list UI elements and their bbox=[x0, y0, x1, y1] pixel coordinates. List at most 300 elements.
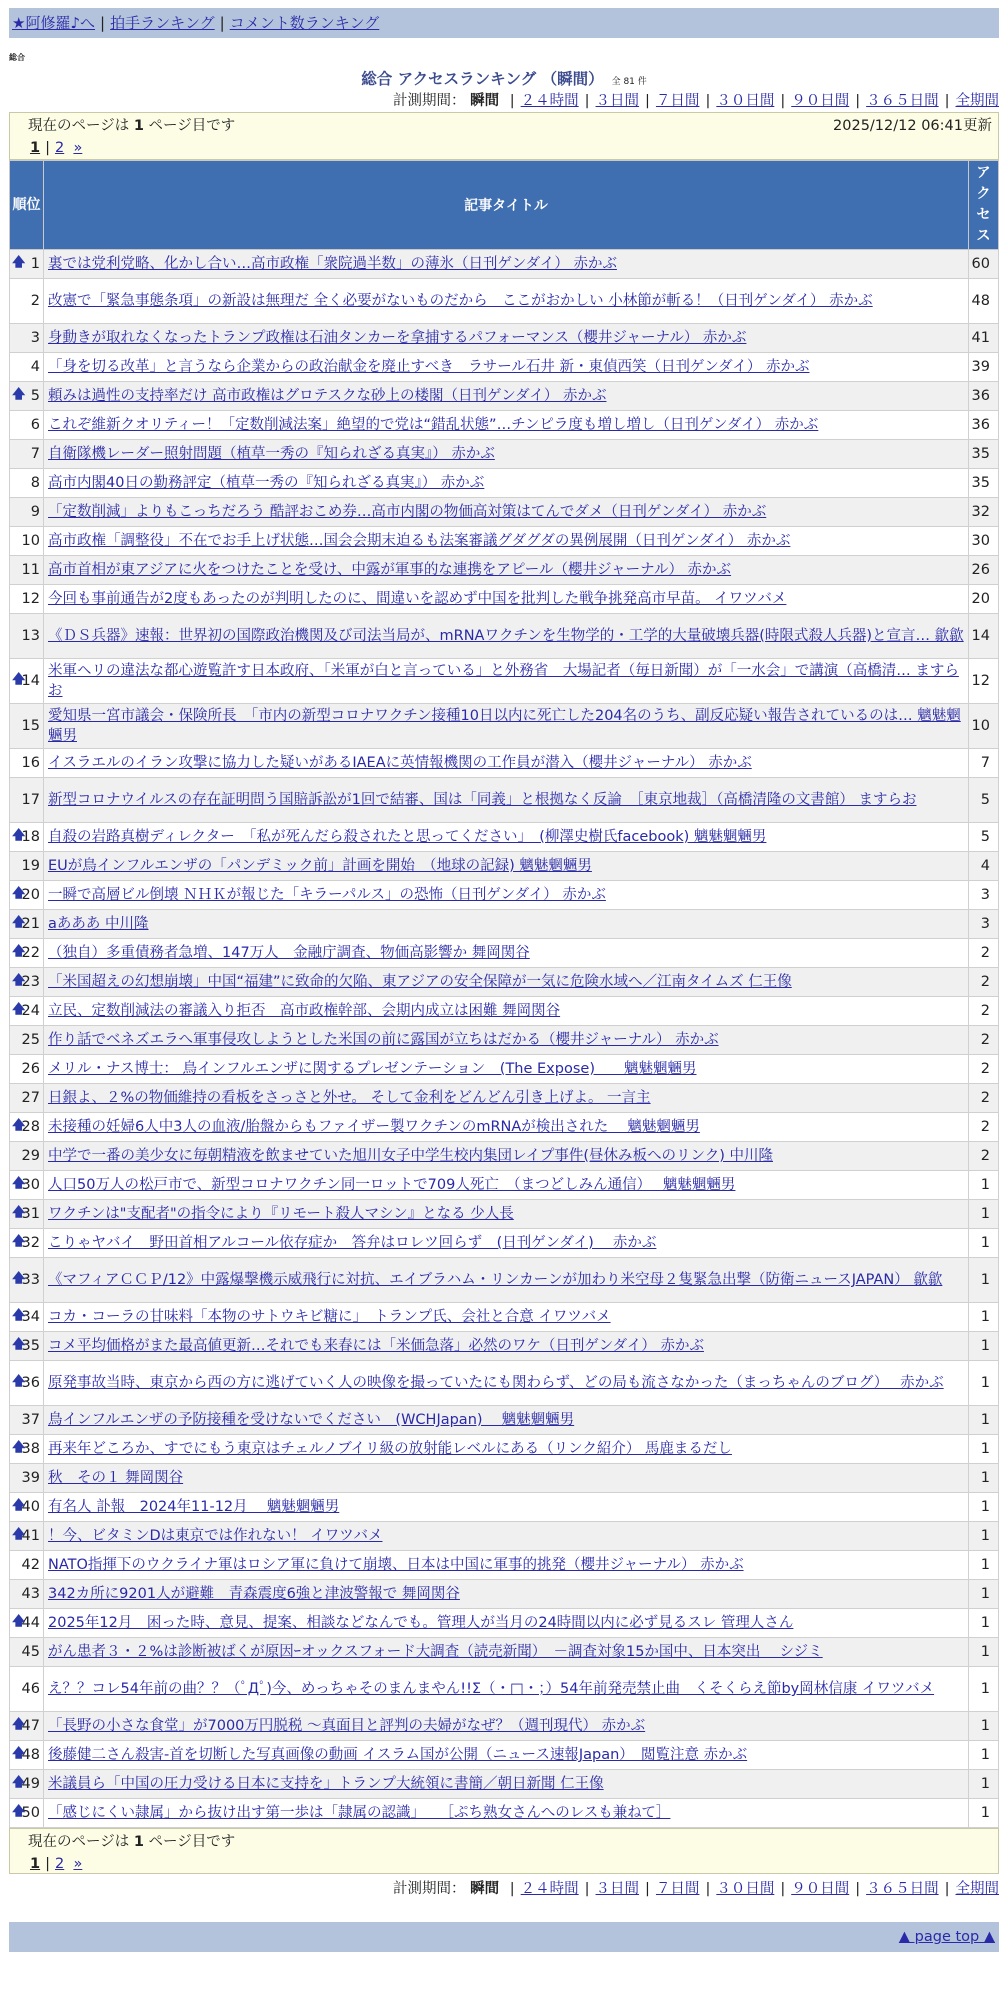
pager-page-2[interactable]: 2 bbox=[54, 1856, 65, 1872]
pager-page-2[interactable]: 2 bbox=[54, 140, 65, 156]
period-separator: | bbox=[855, 1881, 861, 1897]
rank-cell bbox=[10, 1435, 44, 1464]
title-cell bbox=[44, 1712, 969, 1741]
access-count: 35 bbox=[969, 469, 999, 498]
rank-up-arrow-icon: 🡅 bbox=[12, 672, 26, 687]
rank-cell bbox=[10, 614, 44, 659]
article-link[interactable]: 高市首相が東アジアに火をつけたことを受け、中露が軍事的な連携をアピール（櫻井ジャーナル） 赤かぶ bbox=[48, 562, 732, 578]
rank-cell bbox=[10, 1551, 44, 1580]
access-count: 1 bbox=[969, 1200, 999, 1229]
article-link[interactable]: 342カ所に9201人が避難 青森震度6強と津波警報で 舞岡関谷 bbox=[48, 1586, 460, 1602]
access-count: 1 bbox=[969, 1741, 999, 1770]
period-separator: | bbox=[645, 1881, 650, 1897]
title-cell bbox=[44, 1229, 969, 1258]
ranking-row bbox=[10, 1435, 999, 1464]
rank-number: 36 bbox=[21, 1375, 40, 1391]
article-link[interactable]: 未接種の妊婦6人中3人の血液/胎盤からもファイザー製ワクチンのmRNAが検出された 魑魅魍魎男 bbox=[48, 1119, 700, 1135]
article-link[interactable]: 自衛隊機レーダー照射問題（植草一秀の『知られざる真実』） 赤かぶ bbox=[48, 446, 495, 462]
rank-number: 29 bbox=[21, 1148, 40, 1164]
rank-cell bbox=[10, 939, 44, 968]
rank-cell bbox=[10, 1770, 44, 1799]
period-selector-bottom bbox=[9, 1878, 999, 1900]
article-link[interactable]: 高市政権「調整役」不在でお手上げ状態…国会会期末迫るも法案審議グダグダの異例展開（日刊ゲンダイ） 赤かぶ bbox=[48, 533, 791, 549]
page-info-top bbox=[9, 112, 999, 160]
period-link[interactable]: ３６５日間 bbox=[866, 93, 939, 109]
access-count: 1 bbox=[969, 1667, 999, 1712]
article-link[interactable]: 後藤健二さん殺害-首を切断した写真画像の動画 イスラム国が公開（ニュース速報Japan） 閲覧注意 赤かぶ bbox=[48, 1747, 748, 1763]
period-separator: | bbox=[705, 93, 711, 109]
access-count: 1 bbox=[969, 1435, 999, 1464]
rank-cell bbox=[10, 1406, 44, 1435]
ranking-row bbox=[10, 614, 999, 659]
ranking-row bbox=[10, 324, 999, 353]
rank-up-arrow-icon: 🡅 bbox=[12, 944, 26, 959]
rank-up-arrow-icon: 🡅 bbox=[12, 1176, 26, 1191]
ranking-row bbox=[10, 1799, 999, 1828]
ranking-row bbox=[10, 704, 999, 749]
ranking-row bbox=[10, 1084, 999, 1113]
access-count: 1 bbox=[969, 1799, 999, 1828]
ranking-rows bbox=[10, 250, 999, 1828]
title-column-header: 記事タイトル bbox=[44, 161, 969, 250]
ranking-row bbox=[10, 1406, 999, 1435]
title-cell bbox=[44, 498, 969, 527]
article-link[interactable]: ！今、ビタミンDは東京では作れない！ イワツバメ bbox=[48, 1528, 383, 1544]
access-count: 2 bbox=[969, 997, 999, 1026]
rank-up-arrow-icon: 🡅 bbox=[12, 915, 26, 930]
ranking-row bbox=[10, 1741, 999, 1770]
rank-cell bbox=[10, 1741, 44, 1770]
rank-number: 39 bbox=[21, 1470, 40, 1486]
access-count: 1 bbox=[969, 1464, 999, 1493]
article-link[interactable]: 日銀よ、２%の物価維持の看板をさっさと外せ。 そして金利をどんどん引き上げよ。 一言主 bbox=[48, 1090, 651, 1106]
rank-number: 44 bbox=[21, 1615, 40, 1631]
access-count: 1 bbox=[969, 1638, 999, 1667]
ranking-row bbox=[10, 1171, 999, 1200]
rank-number: 33 bbox=[21, 1272, 40, 1288]
ranking-row bbox=[10, 1667, 999, 1712]
rank-number: 38 bbox=[21, 1441, 40, 1457]
rank-cell bbox=[10, 968, 44, 997]
access-count: 1 bbox=[969, 1406, 999, 1435]
top-nav bbox=[9, 8, 999, 38]
ranking-row bbox=[10, 778, 999, 823]
rank-up-arrow-icon: 🡅 bbox=[12, 1717, 26, 1732]
access-count: 2 bbox=[969, 1142, 999, 1171]
rank-cell bbox=[10, 1142, 44, 1171]
rank-cell bbox=[10, 353, 44, 382]
rank-up-arrow-icon: 🡅 bbox=[12, 255, 26, 270]
rank-cell bbox=[10, 324, 44, 353]
title-cell bbox=[44, 823, 969, 852]
ranking-row bbox=[10, 250, 999, 279]
article-link[interactable]: 「感じにくい隷属」から抜け出す第一歩は「隷属の認識」 ［ぷち熟女さんへのレスも兼ねて］ bbox=[48, 1805, 671, 1821]
ranking-row bbox=[10, 353, 999, 382]
pager-top: 1 | 2 » bbox=[30, 140, 83, 156]
period-current: 瞬間 bbox=[470, 93, 500, 109]
pager-current-page: 1 bbox=[30, 140, 41, 156]
title-cell bbox=[44, 1464, 969, 1493]
access-count: 1 bbox=[969, 1229, 999, 1258]
article-link[interactable]: コカ・コーラの甘味料「本物のサトウキビ糖に」 トランプ氏、会社と合意 イワツバメ bbox=[48, 1309, 611, 1325]
rank-up-arrow-icon: 🡅 bbox=[12, 973, 26, 988]
period-link[interactable]: ２４時間 bbox=[520, 93, 579, 109]
article-link[interactable]: え？？コレ54年前の曲？？（ﾟДﾟ)今、めっちゃそのまんまやん!!Σ（・□・；）54年前発売禁止曲 くそくらえ節by岡林信康 イワツバメ bbox=[48, 1681, 935, 1697]
title-cell bbox=[44, 1741, 969, 1770]
title-cell bbox=[44, 1770, 969, 1799]
rank-up-arrow-icon: 🡅 bbox=[12, 1337, 26, 1352]
title-cell bbox=[44, 1171, 969, 1200]
article-link[interactable]: （独自）多重債務者急増、147万人 金融庁調査、物価高影響か 舞岡関谷 bbox=[48, 945, 530, 961]
category-label: 総合 bbox=[9, 53, 25, 62]
article-link[interactable]: 一瞬で高層ビル倒壊 ＮＨＫが報じた「キラーパルス」の恐怖（日刊ゲンダイ） 赤かぶ bbox=[48, 887, 606, 903]
ranking-row bbox=[10, 997, 999, 1026]
title-cell bbox=[44, 939, 969, 968]
title-cell bbox=[44, 749, 969, 778]
rank-number: 42 bbox=[21, 1557, 40, 1573]
rank-number: 23 bbox=[21, 974, 40, 990]
access-count: 41 bbox=[969, 324, 999, 353]
current-page-text: 現在のページは 1 ページ目です bbox=[28, 118, 236, 134]
ranking-row bbox=[10, 1113, 999, 1142]
period-separator: | bbox=[584, 93, 590, 109]
rank-number: 24 bbox=[21, 1003, 40, 1019]
rank-number: 45 bbox=[21, 1644, 40, 1660]
period-link[interactable]: ７日間 bbox=[655, 1881, 700, 1897]
access-count: 26 bbox=[969, 556, 999, 585]
article-link[interactable]: 中学で一番の美少女に毎朝精液を飲ませていた旭川女子中学生校内集団レイプ事件(昼休み板へのリンク) 中川隆 bbox=[48, 1148, 773, 1164]
title-cell bbox=[44, 1113, 969, 1142]
title-cell bbox=[44, 614, 969, 659]
title-cell bbox=[44, 1258, 969, 1303]
article-link[interactable]: 米軍ヘリの違法な都心遊覧許す日本政府、「米軍が白と言っている」と外務省 大場記者（毎日新聞）が「一水会」で講演（高橋清… ますらお bbox=[48, 663, 959, 699]
article-link[interactable]: NATO指揮下のウクライナ軍はロシア軍に負けて崩壊、日本は中国に軍事的挑発（櫻井ジャーナル） 赤かぶ bbox=[48, 1557, 744, 1573]
rank-number: 46 bbox=[21, 1681, 40, 1697]
rank-up-arrow-icon: 🡅 bbox=[12, 1002, 26, 1017]
article-link[interactable]: 「定数削減」よりもこっちだろう 酷評おこめ券…高市内閣の物価高対策はてんでダメ（日刊ゲンダイ） 赤かぶ bbox=[48, 504, 767, 520]
ranking-title-text: 総合 アクセスランキング （瞬間） bbox=[361, 70, 604, 88]
period-separator: | bbox=[705, 1881, 711, 1897]
ranking-title bbox=[9, 68, 999, 90]
article-link[interactable]: 改憲で「緊急事態条項」の新設は無理だ 全く必要がないものだから ここがおかしい 小林節が斬る！（日刊ゲンダイ） 赤かぶ bbox=[48, 293, 873, 309]
rank-number: 6 bbox=[30, 417, 40, 433]
article-link[interactable]: 身動きが取れなくなったトランプ政権は石油タンカーを拿捕するパフォーマンス（櫻井ジャーナル） 赤かぶ bbox=[48, 330, 747, 346]
ranking-row bbox=[10, 659, 999, 704]
ranking-row bbox=[10, 498, 999, 527]
title-cell bbox=[44, 1580, 969, 1609]
rank-cell bbox=[10, 1229, 44, 1258]
article-link[interactable]: 鳥インフルエンザの予防接種を受けないでください (WCHJapan) 魑魅魍魎男 bbox=[48, 1412, 575, 1428]
article-link[interactable]: 裏では党利党略、化かし合い…高市政権「衆院過半数」の薄氷（日刊ゲンダイ） 赤かぶ bbox=[48, 256, 617, 272]
article-link[interactable]: 《ＤＳ兵器》速報：世界初の国際政治機関及び司法当局が、mRNAワクチンを生物学的・工学的大量破壊兵器(時限式殺人兵器)と宣言… 歙歙 bbox=[48, 628, 964, 644]
ranking-row bbox=[10, 1332, 999, 1361]
access-count: 1 bbox=[969, 1770, 999, 1799]
access-count: 1 bbox=[969, 1551, 999, 1580]
article-link[interactable]: 頼みは過性の支持率だけ 高市政権はグロテスクな砂上の楼閣（日刊ゲンダイ） 赤かぶ bbox=[48, 388, 607, 404]
pager-next-arrow[interactable]: » bbox=[73, 140, 83, 156]
rank-cell bbox=[10, 411, 44, 440]
clap-ranking-link[interactable]: 拍手ランキング bbox=[110, 14, 215, 32]
rank-number: 43 bbox=[21, 1586, 40, 1602]
title-cell bbox=[44, 1799, 969, 1828]
article-link[interactable]: EUが鳥インフルエンザの「パンデミック前」計画を開始 （地球の記録) 魑魅魍魎男 bbox=[48, 858, 592, 874]
article-link[interactable]: 「長野の小さな食堂」が7000万円脱税 ～真面目と評判の夫婦がなぜ？（週刊現代） 赤かぶ bbox=[48, 1718, 646, 1734]
article-link[interactable]: 原発事故当時、東京から西の方に逃げていく人の映像を撮っていたにも関わらず、どの局も流さなかった（まっちゃんのブログ） 赤かぶ bbox=[48, 1375, 944, 1391]
nav-separator: | bbox=[100, 14, 106, 32]
article-link[interactable]: がん患者３・２%は診断被ばくが原因ｰオックスフォード大調査（読売新聞） －調査対象15か国中、日本突出 シジミ bbox=[48, 1644, 823, 1660]
title-cell bbox=[44, 1638, 969, 1667]
rank-cell bbox=[10, 823, 44, 852]
period-current: 瞬間 bbox=[470, 1881, 500, 1897]
rank-number: 26 bbox=[21, 1061, 40, 1077]
rank-cell bbox=[10, 852, 44, 881]
article-link[interactable]: こりゃヤバイ 野田首相アルコール依存症か 答弁はロレツ回らず (日刊ゲンダイ) 赤かぶ bbox=[48, 1235, 657, 1251]
rank-cell bbox=[10, 527, 44, 556]
page-top-link[interactable]: ▲ page top ▲ bbox=[898, 1929, 995, 1945]
rank-up-arrow-icon: 🡅 bbox=[12, 828, 26, 843]
ranking-row bbox=[10, 1638, 999, 1667]
ranking-row bbox=[10, 279, 999, 324]
title-cell bbox=[44, 704, 969, 749]
article-link[interactable]: メリル・ナス博士： 鳥インフルエンザに関するプレゼンテーション (The Expose) 魑魅魍魎男 bbox=[48, 1061, 697, 1077]
rank-up-arrow-icon: 🡅 bbox=[12, 1498, 26, 1513]
rank-number: 2 bbox=[30, 293, 40, 309]
rank-number: 14 bbox=[21, 673, 40, 689]
pager-bottom: 1 | 2 » bbox=[30, 1856, 83, 1872]
period-link[interactable]: 全期間 bbox=[955, 93, 999, 109]
article-link[interactable]: ワクチンは"支配者"の指令により『リモート殺人マシン』となる 少人長 bbox=[48, 1206, 514, 1222]
ranking-row bbox=[10, 1464, 999, 1493]
rank-cell bbox=[10, 1055, 44, 1084]
period-link[interactable]: ３０日間 bbox=[716, 1881, 775, 1897]
rank-cell bbox=[10, 440, 44, 469]
rank-number: 18 bbox=[21, 829, 40, 845]
ranking-row bbox=[10, 939, 999, 968]
ranking-row bbox=[10, 556, 999, 585]
rank-number: 10 bbox=[21, 533, 40, 549]
rank-number: 40 bbox=[21, 1499, 40, 1515]
rank-cell bbox=[10, 469, 44, 498]
title-cell bbox=[44, 1084, 969, 1113]
rank-number: 17 bbox=[21, 792, 40, 808]
article-link[interactable]: 2025年12月 困った時、意見、提案、相談などなんでも。管理人が当月の24時間以内に必ず見るスレ 管理人さん bbox=[48, 1615, 794, 1631]
ranking-row bbox=[10, 1200, 999, 1229]
access-count: 60 bbox=[969, 250, 999, 279]
rank-number: 25 bbox=[21, 1032, 40, 1048]
rank-up-arrow-icon: 🡅 bbox=[12, 1374, 26, 1389]
title-cell bbox=[44, 382, 969, 411]
rank-number: 20 bbox=[21, 887, 40, 903]
rank-cell bbox=[10, 1522, 44, 1551]
rank-cell bbox=[10, 910, 44, 939]
pager-next-arrow[interactable]: » bbox=[73, 1856, 83, 1872]
access-count: 5 bbox=[969, 823, 999, 852]
article-link[interactable]: コメ平均価格がまた最高値更新…それでも来春には「米価急落」必然のワケ（日刊ゲンダイ） 赤かぶ bbox=[48, 1338, 704, 1354]
article-link[interactable]: 「米国超えの幻想崩壊」中国“福建”に致命的欠陥、東アジアの安全保障が一気に危険水域へ／江南タイムズ 仁王像 bbox=[48, 974, 792, 990]
period-link[interactable]: ７日間 bbox=[655, 93, 700, 109]
access-count: 39 bbox=[969, 353, 999, 382]
rank-number: 31 bbox=[21, 1206, 40, 1222]
article-link[interactable]: 再来年どころか、すでにもう東京はチェルノブイリ級の放射能レベルにある（リンク紹介） 馬鹿まるだし bbox=[48, 1441, 732, 1457]
access-count: 2 bbox=[969, 939, 999, 968]
ranking-row bbox=[10, 1551, 999, 1580]
article-link[interactable]: 人口50万人の松戸市で、新型コロナワクチン同一ロットで709人死亡 （まつどしみん通信） 魑魅魍魎男 bbox=[48, 1177, 736, 1193]
ranking-row bbox=[10, 527, 999, 556]
rank-cell bbox=[10, 1667, 44, 1712]
access-count: 1 bbox=[969, 1303, 999, 1332]
rank-number: 28 bbox=[21, 1119, 40, 1135]
access-count: 10 bbox=[969, 704, 999, 749]
period-links bbox=[504, 93, 999, 109]
article-link[interactable]: 今回も事前通告が2度もあったのが判明したのに、間違いを認めず中国を批判した戦争挑発高市早苗。 イワツバメ bbox=[48, 591, 787, 607]
rank-up-arrow-icon: 🡅 bbox=[12, 1308, 26, 1323]
ranking-row bbox=[10, 1026, 999, 1055]
ranking-table bbox=[9, 160, 999, 1828]
period-separator: | bbox=[509, 1881, 515, 1897]
rank-cell bbox=[10, 1464, 44, 1493]
rank-number: 11 bbox=[21, 562, 40, 578]
rank-cell bbox=[10, 1361, 44, 1406]
rank-cell bbox=[10, 250, 44, 279]
updated-time: 2025/12/12 06:41更新 bbox=[833, 118, 992, 134]
access-count: 20 bbox=[969, 585, 999, 614]
rank-number: 47 bbox=[21, 1718, 40, 1734]
rank-cell bbox=[10, 498, 44, 527]
rank-number: 30 bbox=[21, 1177, 40, 1193]
article-link[interactable]: aあああ 中川隆 bbox=[48, 916, 149, 932]
rank-cell bbox=[10, 704, 44, 749]
rank-number: 19 bbox=[21, 858, 40, 874]
period-link[interactable]: ２４時間 bbox=[520, 1881, 579, 1897]
article-link[interactable]: イスラエルのイラン攻撃に協力した疑いがあるIAEAに英情報機関の工作員が潜入（櫻井ジャーナル） 赤かぶ bbox=[48, 755, 752, 771]
title-cell bbox=[44, 1055, 969, 1084]
rank-number: 49 bbox=[21, 1776, 40, 1792]
period-link[interactable]: ９０日間 bbox=[791, 1881, 850, 1897]
ranking-row bbox=[10, 1770, 999, 1799]
ranking-row bbox=[10, 823, 999, 852]
rank-up-arrow-icon: 🡅 bbox=[12, 1775, 26, 1790]
access-count: 1 bbox=[969, 1361, 999, 1406]
rank-cell bbox=[10, 585, 44, 614]
article-link[interactable]: 自殺の岩路真樹ディレクター 「私が死んだら殺されたと思ってください」 (柳澤史樹氏facebook) 魑魅魍魎男 bbox=[48, 829, 767, 845]
rank-cell bbox=[10, 1580, 44, 1609]
home-link[interactable]: ★阿修羅♪へ bbox=[12, 14, 96, 32]
article-link[interactable]: 有名人 訃報 2024年11-12月 魑魅魍魎男 bbox=[48, 1499, 340, 1515]
article-link[interactable]: 愛知県一宮市議会・保険所長 「市内の新型コロナワクチン接種10日以内に死亡した204名のうち、副反応疑い報告されているのは… 魑魅魍魎男 bbox=[48, 708, 961, 744]
title-cell bbox=[44, 250, 969, 279]
article-link[interactable]: 新型コロナウイルスの存在証明問う国賠訴訟が1回で結審、国は「同義」と根拠なく反論 ［東京地裁］（高橋清隆の文書館） ますらお bbox=[48, 792, 917, 808]
rank-up-arrow-icon: 🡅 bbox=[12, 1746, 26, 1761]
rank-cell bbox=[10, 1258, 44, 1303]
ranking-row bbox=[10, 881, 999, 910]
rank-cell bbox=[10, 778, 44, 823]
rank-number: 34 bbox=[21, 1309, 40, 1325]
footer-bar bbox=[9, 1922, 999, 1952]
period-link[interactable]: ３０日間 bbox=[716, 93, 775, 109]
article-link[interactable]: 立民、定数削減法の審議入り拒否 高市政権幹部、会期内成立は困難 舞岡関谷 bbox=[48, 1003, 561, 1019]
ranking-row bbox=[10, 1580, 999, 1609]
access-count: 1 bbox=[969, 1332, 999, 1361]
title-cell bbox=[44, 324, 969, 353]
title-cell bbox=[44, 778, 969, 823]
access-count: 1 bbox=[969, 1493, 999, 1522]
period-separator: | bbox=[645, 93, 650, 109]
rank-number: 22 bbox=[21, 945, 40, 961]
rank-up-arrow-icon: 🡅 bbox=[12, 1271, 26, 1286]
title-cell bbox=[44, 881, 969, 910]
title-cell bbox=[44, 1332, 969, 1361]
access-count: 36 bbox=[969, 411, 999, 440]
rank-cell bbox=[10, 1084, 44, 1113]
rank-number: 50 bbox=[21, 1805, 40, 1821]
article-link[interactable]: 「身を切る改革」と言うなら企業からの政治献金を廃止すべき ラサール石井 新・東偵西笑（日刊ゲンダイ） 赤かぶ bbox=[48, 359, 810, 375]
title-cell bbox=[44, 585, 969, 614]
period-link[interactable]: ３６５日間 bbox=[866, 1881, 939, 1897]
rank-cell bbox=[10, 1493, 44, 1522]
rank-cell bbox=[10, 1799, 44, 1828]
ranking-row bbox=[10, 1493, 999, 1522]
rank-number: 5 bbox=[30, 388, 40, 404]
title-cell bbox=[44, 556, 969, 585]
title-cell bbox=[44, 1200, 969, 1229]
rank-number: 12 bbox=[21, 591, 40, 607]
title-cell bbox=[44, 1551, 969, 1580]
title-cell bbox=[44, 279, 969, 324]
rank-cell bbox=[10, 382, 44, 411]
rank-number: 32 bbox=[21, 1235, 40, 1251]
rank-number: 48 bbox=[21, 1747, 40, 1763]
rank-cell bbox=[10, 997, 44, 1026]
rank-number: 9 bbox=[30, 504, 40, 520]
rank-cell bbox=[10, 1609, 44, 1638]
title-cell bbox=[44, 997, 969, 1026]
rank-number: 16 bbox=[21, 755, 40, 771]
article-link[interactable]: 高市内閣40日の勤務評定（植草一秀の『知られざる真実』） 赤かぶ bbox=[48, 475, 485, 491]
title-cell bbox=[44, 1142, 969, 1171]
title-cell bbox=[44, 1522, 969, 1551]
total-count: 全 81 件 bbox=[611, 77, 647, 87]
access-count: 1 bbox=[969, 1580, 999, 1609]
title-cell bbox=[44, 440, 969, 469]
rank-cell bbox=[10, 1638, 44, 1667]
period-link[interactable]: ３日間 bbox=[595, 1881, 640, 1897]
access-count: 48 bbox=[969, 279, 999, 324]
period-link[interactable]: 全期間 bbox=[955, 1881, 999, 1897]
title-cell bbox=[44, 1609, 969, 1638]
article-link[interactable]: 米議員ら「中国の圧力受ける日本に支持を」トランプ大統領に書簡／朝日新聞 仁王像 bbox=[48, 1776, 604, 1792]
title-cell bbox=[44, 659, 969, 704]
article-link[interactable]: これぞ維新クオリティー！「定数削減法案」絶望的で党は“錯乱状態”…チンピラ度も増し増し（日刊ゲンダイ） 赤かぶ bbox=[48, 417, 819, 433]
title-cell bbox=[44, 1303, 969, 1332]
comment-ranking-link[interactable]: コメント数ランキング bbox=[229, 14, 380, 32]
rank-up-arrow-icon: 🡅 bbox=[12, 1118, 26, 1133]
article-link[interactable]: 作り話でベネズエラへ軍事侵攻しようとした米国の前に露国が立ちはだかる（櫻井ジャーナル） 赤かぶ bbox=[48, 1032, 719, 1048]
period-link[interactable]: ９０日間 bbox=[791, 93, 850, 109]
rank-up-arrow-icon: 🡅 bbox=[12, 1804, 26, 1819]
ranking-row bbox=[10, 585, 999, 614]
rank-number: 35 bbox=[21, 1338, 40, 1354]
article-link[interactable]: 《マフィアＣＣＰ/12》中露爆撃機示威飛行に対抗、エイブラハム・リンカーンが加わり米空母２隻緊急出撃（防衛ニュースJAPAN） 歙歙 bbox=[48, 1272, 943, 1288]
rank-number: 15 bbox=[21, 718, 40, 734]
article-link[interactable]: 秋 その１ 舞岡関谷 bbox=[48, 1470, 184, 1486]
access-count: 2 bbox=[969, 968, 999, 997]
count-column-header: アクセス bbox=[969, 161, 999, 250]
rank-cell bbox=[10, 1200, 44, 1229]
rank-cell bbox=[10, 1113, 44, 1142]
title-cell bbox=[44, 1406, 969, 1435]
period-separator: | bbox=[509, 93, 515, 109]
period-link[interactable]: ３日間 bbox=[595, 93, 640, 109]
